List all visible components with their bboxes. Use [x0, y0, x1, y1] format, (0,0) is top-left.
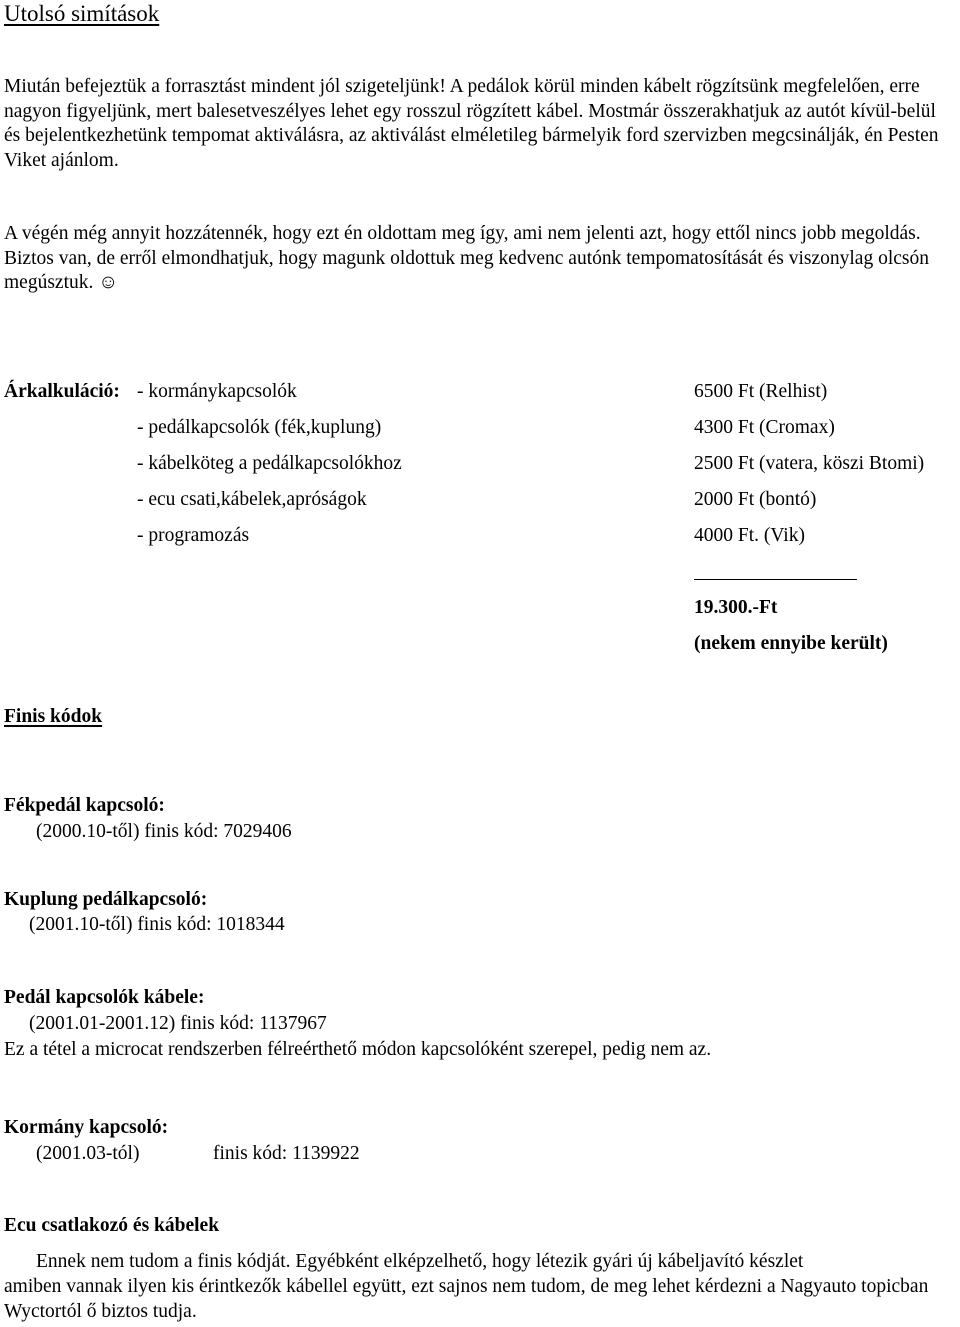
price-item-name: - kormánykapcsolók — [137, 381, 297, 402]
finis-code-line: (2001.01-2001.12) finis kód: 1137967 — [29, 1013, 327, 1034]
finis-section-title: Pedál kapcsolók kábele: — [4, 987, 205, 1008]
page-title: Utolsó simítások — [4, 1, 160, 26]
finis-text-first-line: Ennek nem tudom a finis kódját. Egyébként elképzelhető, hogy létezik gyári új kábeljavító készlet — [36, 1251, 804, 1272]
finis-section-title: Fékpedál kapcsoló: — [4, 795, 165, 816]
finis-heading: Finis kódok — [4, 706, 103, 727]
finis-section-title: Kormány kapcsoló: — [4, 1117, 169, 1138]
price-calc-label: Árkalkuláció: — [4, 381, 120, 402]
price-item-price: 2500 Ft (vatera, köszi Btomi) — [694, 453, 925, 474]
price-item-price: 4300 Ft (Cromax) — [694, 417, 835, 438]
finis-text-rest: amiben vannak ilyen kis érintkezők kábellel együtt, ezt sajnos nem tudom, de meg lehet kérdezni a Nagyauto topicban Wyctortól ő biztos tudja. — [4, 1276, 929, 1322]
paragraph-intro: Miután befejeztük a forrasztást mindent jól szigeteljünk! A pedálok körül minden kábelt rögzítsünk megfelelően, erre nagyon figyeljünk, mert balesetveszélyes lehet egy rosszul rögzített kábel. Mostmár összerakhatjuk az autót kívül-belül és bejelentkezhetünk tempomat aktiválásra, az aktiválást elméletileg bármelyik ford szervizben megcsinálják, én Pesten Viket ajánlom. — [4, 76, 939, 171]
price-item-name: - pedálkapcsolók (fék,kuplung) — [137, 417, 382, 438]
price-item-name: - ecu csati,kábelek,apróságok — [137, 489, 367, 510]
finis-code-date: (2001.03-tól) — [36, 1143, 140, 1164]
price-item-name: - kábelköteg a pedálkapcsolókhoz — [137, 453, 402, 474]
finis-section-title: Kuplung pedálkapcsoló: — [4, 889, 208, 910]
sum-divider — [694, 579, 857, 580]
price-total: 19.300.-Ft — [694, 597, 778, 618]
price-item-price: 2000 Ft (bontó) — [694, 489, 817, 510]
finis-code-line: (2000.10-től) finis kód: 7029406 — [36, 821, 292, 842]
finis-code-line: (2001.10-től) finis kód: 1018344 — [29, 914, 285, 935]
price-item-price: 6500 Ft (Relhist) — [694, 381, 828, 402]
finis-note: Ez a tétel a microcat rendszerben félreérthető módon kapcsolóként szerepel, pedig nem az. — [4, 1039, 712, 1060]
price-total-note: (nekem ennyibe került) — [694, 633, 888, 654]
price-item-name: - programozás — [137, 525, 250, 546]
price-item-price: 4000 Ft. (Vik) — [694, 525, 805, 546]
finis-code-line: finis kód: 1139922 — [213, 1143, 360, 1164]
finis-section-title: Ecu csatlakozó és kábelek — [4, 1215, 220, 1236]
paragraph-conclusion: A végén még annyit hozzátennék, hogy ezt én oldottam meg így, ami nem jelenti azt, hogy ettől nincs jobb megoldás. Biztos van, de erről elmondhatjuk, hogy magunk oldottuk meg kedvenc autónk tempomatosítását és viszonylag olcsón megúsztuk. ☺ — [4, 223, 929, 293]
